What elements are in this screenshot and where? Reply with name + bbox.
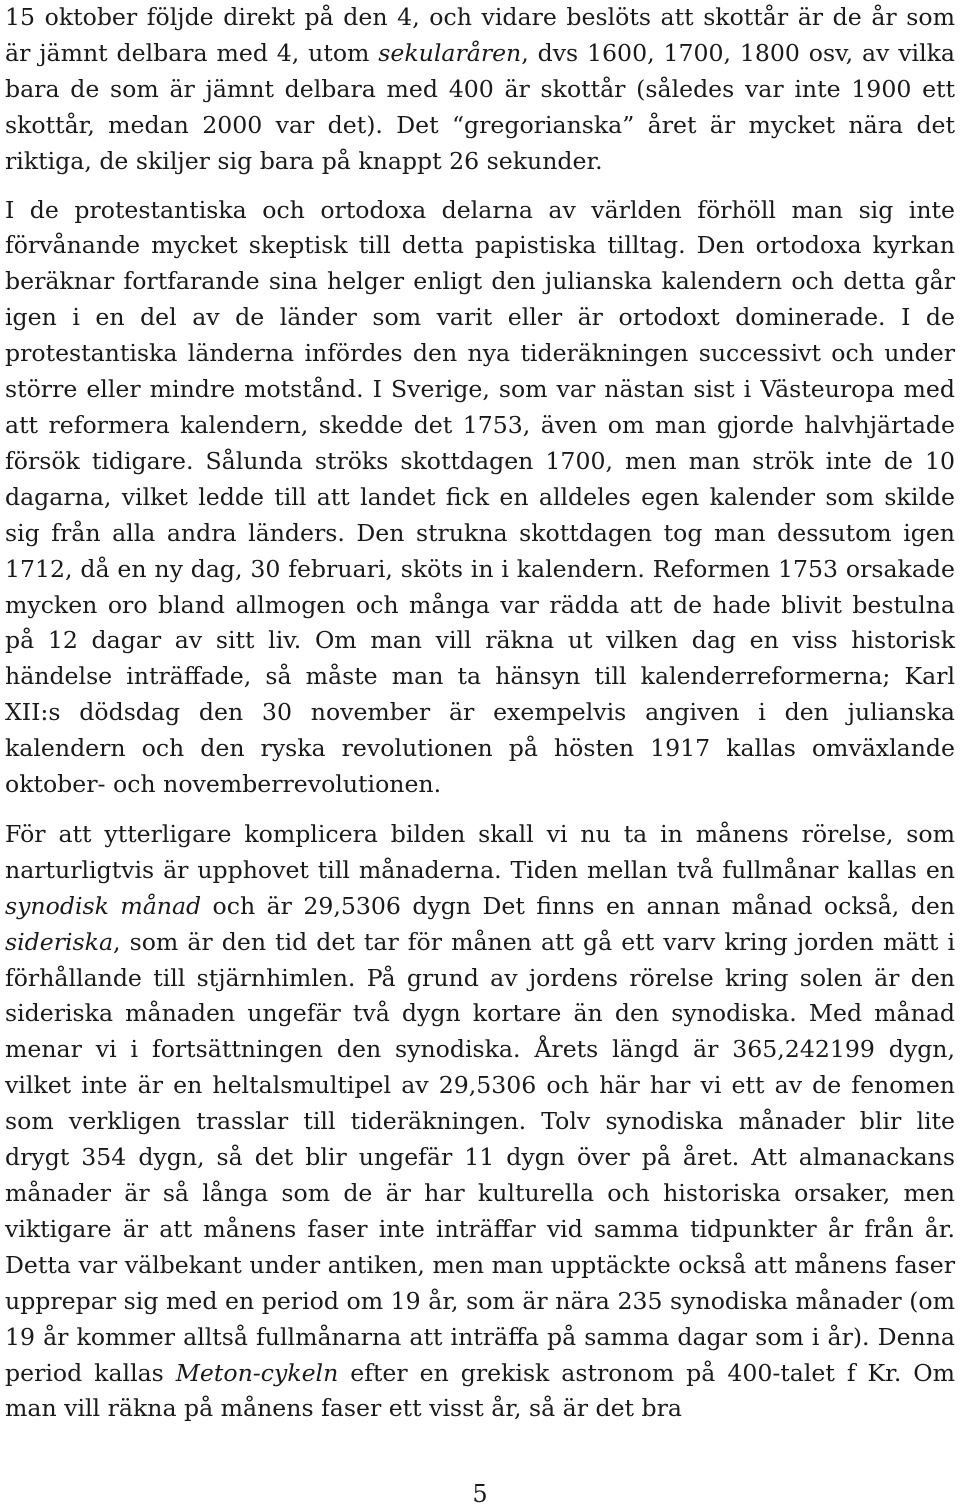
- paragraph-1-text-1: 15 oktober följde direkt på den 4, och vidare beslöts att skottår är de år som är jämnt delbara med 4, utom: [5, 3, 955, 67]
- paragraph-3-text-3: , som är den tid det tar för månen att gå ett varv kring jorden mätt i förhållande till stjärnhimlen. På grund av jordens rörelse kring solen är den sideriska månaden ungefär två dygn kortare än den synodiska. Med månad menar vi i fortsättningen den synodiska. Årets längd är 365,242199 dygn, vilket inte är en heltalsmultipel av 29,5306 och här har vi ett av de fenomen som verkligen trasslar till tideräkningen. Tolv synodiska månader blir lite drygt 354 dygn, så det blir ungefär 11 dygn över på året. Att almanackans månader är så långa som de är har kulturella och historiska orsaker, men viktigare är att månens faser inte inträffar vid samma tidpunkter år från år. Detta var välbekant under antiken, men man upptäckte också att månens faser upprepar sig med en period om 19 år, som är nära 235 synodiska månader (om 19 år kommer alltså fullmånarna att inträffa på samma dagar som i år). Denna period kallas: [5, 927, 955, 1387]
- paragraph-3-italic-sideriska: sideriska: [5, 927, 114, 956]
- page-number: 5: [472, 1480, 488, 1508]
- paragraph-3-italic-meton-cykeln: Meton-cykeln: [175, 1358, 339, 1387]
- paragraph-3-text-4: efter en grekisk astronom på 400-talet f Kr. Om man vill räkna på månens faser ett visst år, så är det bra: [5, 1358, 956, 1423]
- paragraph-2-text: I de protestantiska och ortodoxa delarna av världen förhöll man sig inte förvånande mycket skeptisk till detta papistiska tilltag. Den ortodoxa kyrkan beräknar fortfarande sina helger enligt den julianska kalendern och detta går igen i en del av de länder som varit eller är ortodoxt dominerade. I de protestantiska länderna infördes den nya tideräkningen successivt och under större eller mindre motstånd. I Sverige, som var nästan sist i Västeuropa med att reformera kalendern, skedde det 1753, även om man gjorde halvhjärtade försök tidigare. Sålunda ströks skottdagen 1700, men man strök inte de 10 dagarna, vilket ledde till att landet fick en alldeles egen kalender som skilde sig från alla andra länders. Den strukna skottdagen tog man dessutom igen 1712, då en ny dag, 30 februari, sköts in i kalendern. Reformen 1753 orsakade mycken oro bland allmogen och många var rädda att de hade blivit bestulna på 12 dagar av sitt liv. Om man vill räkna ut vilken dag en viss historisk händelse inträffade, så måste man ta hänsyn till kalenderreformerna; Karl XII:s dödsdag den 30 november är exempelvis angiven i den julianska kalendern och den ryska revolutionen på hösten 1917 kallas omväxlande oktober- och novemberrevolutionen.: [5, 195, 955, 799]
- paragraph-1-text-2: , dvs 1600, 1700, 1800 osv, av vilka bara de som är jämnt delbara med 400 är skottår (således var inte 1900 ett skottår, medan 2000 var det). Det “gregorianska” året är mycket nära det riktiga, de skiljer sig bara på knappt 26 sekunder.: [5, 38, 955, 175]
- paragraph-1-italic-sekularaaren: sekularåren: [378, 38, 522, 67]
- paragraph-2: [5, 193, 955, 803]
- paragraph-3-text-2: och är 29,5306 dygn Det finns en annan månad också, den: [201, 891, 955, 920]
- paragraph-3: [5, 817, 955, 1427]
- document-page: [5, 0, 955, 1427]
- paragraph-3-italic-synodisk-manad: synodisk månad: [5, 891, 202, 920]
- paragraph-1: [5, 0, 955, 180]
- paragraph-3-text-1: För att ytterligare komplicera bilden skall vi nu ta in månens rörelse, som narturligtvis är upphovet till månaderna. Tiden mellan två fullmånar kallas en: [5, 819, 955, 884]
